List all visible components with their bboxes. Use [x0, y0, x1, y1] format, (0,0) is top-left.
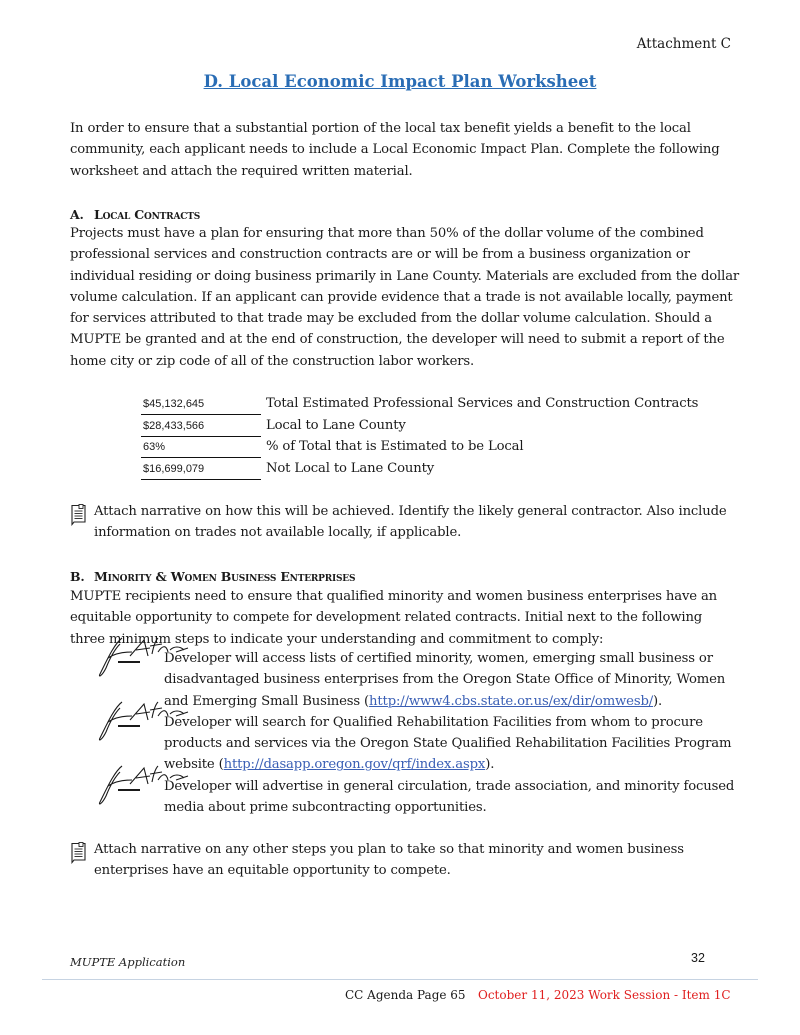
- row-label: Not Local to Lane County: [266, 460, 435, 476]
- step-text: Developer will search for Qualified Rehabilitation Facilities from whom to procure products and services via the Oregon State Qualified Rehabilitation Facilities Program website (http://dasapp.oregon.gov/qrf/index.aspx).: [164, 714, 732, 773]
- step-text: Developer will access lists of certified minority, women, emerging small business or disadvantaged business enterprises from the Oregon State Office of Minority, Women and Emerging Small Business (http://www4.cbs.state.or.us/ex/dir/omwesb/).: [164, 651, 726, 709]
- row-label: Total Estimated Professional Services and Construction Contracts: [266, 396, 699, 411]
- section-b-body: MUPTE recipients need to ensure that qualified minority and women business enterprises have an equitable opportunity to compete for development related contracts. Initial next to the following three minimum steps to indicate your understanding and commitment to comply:: [70, 589, 718, 647]
- section-b-note: [70, 839, 740, 881]
- omwesb-link[interactable]: http://www4.cbs.state.or.us/ex/dir/omwesb/: [369, 693, 654, 709]
- steps-list: [70, 648, 740, 818]
- local-percent-field[interactable]: 63%: [141, 436, 261, 458]
- page-number: 32: [691, 951, 705, 965]
- total-contracts-field[interactable]: $45,132,645: [141, 393, 261, 415]
- intro-paragraph: In order to ensure that a substantial portion of the local tax benefit yields a benefit to the local community, each applicant needs to include a Local Economic Impact Plan. Complete the following worksheet and attach the required written material.: [70, 121, 720, 179]
- footer-divider: [42, 979, 758, 980]
- row-label: % of Total that is Estimated to be Local: [266, 439, 524, 455]
- document-attach-icon: [70, 842, 87, 864]
- section-a-letter: A.: [70, 207, 84, 222]
- note-text: Attach narrative on how this will be achieved. Identify the likely general contractor. Also include information on trades not available locally, if applicable.: [94, 504, 727, 540]
- document-attach-icon: [70, 504, 87, 526]
- section-a-title: Local Contracts: [94, 207, 200, 222]
- section-b-title: Minority & Women Business Enterprises: [94, 569, 356, 584]
- signature-initials-icon[interactable]: [92, 762, 192, 808]
- qrf-link[interactable]: http://dasapp.oregon.gov/qrf/index.aspx: [223, 757, 486, 773]
- not-local-field[interactable]: $16,699,079: [141, 458, 261, 480]
- attachment-label: Attachment C: [636, 36, 731, 52]
- signature-initials-icon[interactable]: [92, 698, 192, 744]
- session-label: October 11, 2023 Work Session - Item 1C: [478, 988, 731, 1002]
- page-title: D. Local Economic Impact Plan Worksheet: [203, 72, 597, 91]
- local-contracts-field[interactable]: $28,433,566: [141, 415, 261, 437]
- footer-application: MUPTE Application: [70, 955, 186, 969]
- row-label: Local to Lane County: [266, 417, 406, 433]
- step-text: Developer will advertise in general circulation, trade association, and minority focused media about prime subcontracting opportunities.: [164, 778, 735, 816]
- list-item: [70, 776, 740, 819]
- signature-initials-icon[interactable]: [92, 634, 192, 680]
- section-b-heading: [70, 566, 740, 587]
- section-a-body: Projects must have a plan for ensuring that more than 50% of the dollar volume of the combined professional services and construction contracts are or will be from a business organization or individual residing or doing business primarily in Lane County. Materials are excluded from the dollar volume calculation. If an applicant can provide evidence that a trade is not available locally, payment for services attributed to that trade may be excluded from the dollar volume calculation. Should a MUPTE be granted and at the end of construction, the developer will need to submit a report of the home city or zip code of all of the construction labor workers.: [70, 226, 740, 369]
- section-a-note: [70, 501, 740, 543]
- note-text: Attach narrative on any other steps you plan to take so that minority and women business enterprises have an equitable opportunity to compete.: [94, 842, 684, 878]
- section-b-letter: B.: [70, 569, 85, 584]
- agenda-page: CC Agenda Page 65: [345, 988, 466, 1002]
